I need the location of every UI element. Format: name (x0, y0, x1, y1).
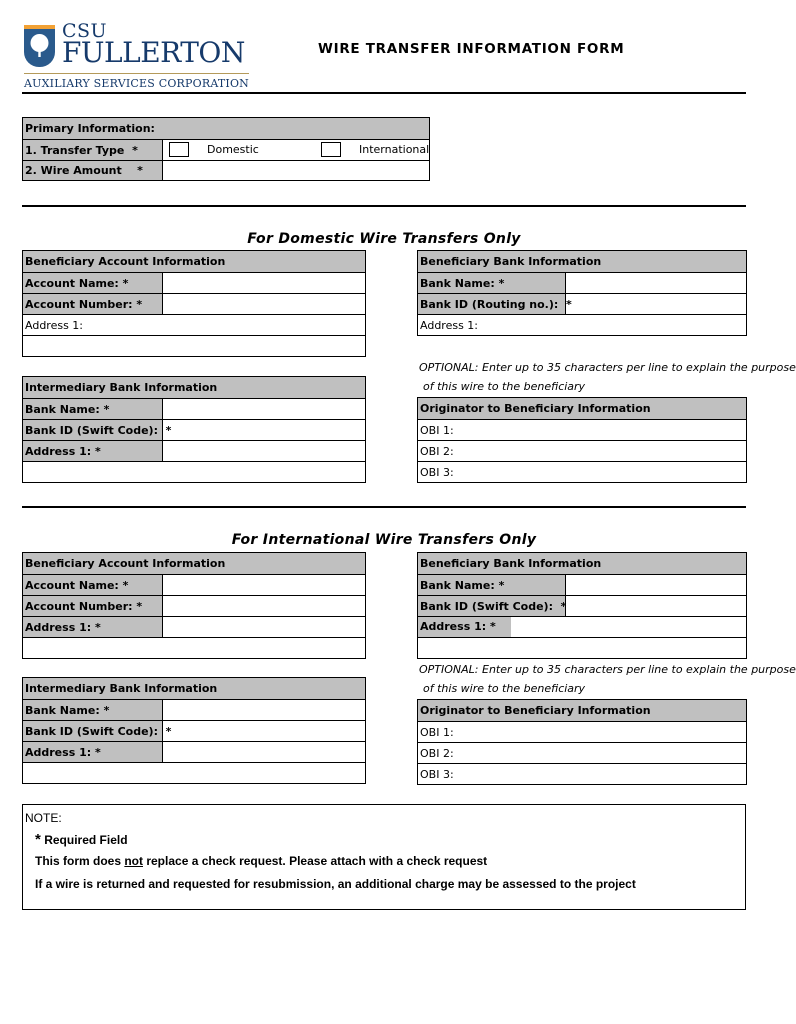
domestic-option-label: Domestic (207, 143, 259, 156)
domestic-optional-note-line1: OPTIONAL: Enter up to 35 characters per line to explain the purpose (419, 361, 796, 374)
note-heading: NOTE: (25, 811, 62, 825)
intl-beneficiary-account-table (22, 552, 366, 659)
domestic-intermediary-bank-table (22, 376, 366, 483)
domestic-bank-name-label: Bank Name: * (418, 273, 566, 294)
wire-amount-field[interactable] (163, 161, 430, 181)
intl-optional-note-line2: of this wire to the beneficiary (423, 682, 586, 695)
domestic-optional-note-line2: of this wire to the beneficiary (423, 380, 586, 393)
intl-intermediary-bank-table (22, 677, 366, 784)
intl-beneficiary-bank-table (417, 552, 747, 659)
intl-account-number-field[interactable] (163, 596, 366, 617)
wire-amount-label: 2. Wire Amount * (23, 161, 163, 181)
domestic-beneficiary-account-table (22, 250, 366, 357)
domestic-obi2-field[interactable]: OBI 2: (418, 441, 747, 462)
domestic-intermediary-address1-label: Address 1: * (23, 441, 163, 462)
intl-account-name-label: Account Name: * (23, 575, 163, 596)
intl-bank-name-label: Bank Name: * (418, 575, 566, 596)
international-section-title: For International Wire Transfers Only (231, 532, 537, 548)
international-option-label: International (359, 143, 430, 156)
domestic-obi3-field[interactable]: OBI 3: (418, 462, 747, 483)
domestic-checkbox[interactable] (169, 142, 189, 157)
domestic-intermediary-address2-field[interactable] (23, 462, 366, 483)
intl-intermediary-heading: Intermediary Bank Information (23, 678, 366, 700)
intl-beneficiary-account-heading: Beneficiary Account Information (23, 553, 366, 575)
intl-beneficiary-address2-field[interactable] (23, 638, 366, 659)
header-divider (22, 92, 746, 94)
domestic-account-number-field[interactable] (163, 294, 366, 315)
intl-intermediary-address1-label: Address 1: * (23, 742, 163, 763)
section-divider-2 (22, 506, 746, 508)
domestic-bank-address1-field[interactable]: Address 1: (418, 315, 747, 336)
intl-obi3-field[interactable]: OBI 3: (418, 764, 747, 785)
domestic-intermediary-bank-name-field[interactable] (163, 399, 366, 420)
intl-intermediary-swift-field[interactable] (163, 721, 366, 742)
transfer-type-label: 1. Transfer Type * (23, 140, 163, 161)
intl-beneficiary-address1-field[interactable] (163, 617, 366, 638)
domestic-intermediary-address1-field[interactable] (163, 441, 366, 462)
domestic-beneficiary-bank-table (417, 250, 747, 336)
domestic-beneficiary-account-heading: Beneficiary Account Information (23, 251, 366, 273)
intl-obi-table (417, 699, 747, 785)
domestic-obi-heading: Originator to Beneficiary Information (418, 398, 747, 420)
domestic-obi-table (417, 397, 747, 483)
intl-intermediary-address1-field[interactable] (163, 742, 366, 763)
domestic-intermediary-bank-name-label: Bank Name: * (23, 399, 163, 420)
domestic-account-number-label: Account Number: * (23, 294, 163, 315)
tree-crest-icon (24, 25, 55, 67)
intl-obi1-field[interactable]: OBI 1: (418, 722, 747, 743)
required-asterisk: * (35, 831, 41, 848)
domestic-section-title: For Domestic Wire Transfers Only (247, 231, 521, 247)
domestic-account-name-label: Account Name: * (23, 273, 163, 294)
logo-subtitle: AUXILIARY SERVICES CORPORATION (24, 77, 249, 90)
intl-swift-code-field[interactable] (566, 596, 747, 617)
primary-information-heading: Primary Information: (23, 118, 430, 140)
intl-obi-heading: Originator to Beneficiary Information (418, 700, 747, 722)
domestic-beneficiary-bank-heading: Beneficiary Bank Information (418, 251, 747, 273)
domestic-bank-name-field[interactable] (566, 273, 747, 294)
domestic-routing-number-field[interactable] (566, 294, 747, 315)
intl-account-number-label: Account Number: * (23, 596, 163, 617)
intl-account-name-field[interactable] (163, 575, 366, 596)
intl-intermediary-bank-name-label: Bank Name: * (23, 700, 163, 721)
intl-intermediary-swift-label: Bank ID (Swift Code): * (23, 721, 163, 742)
domestic-obi1-field[interactable]: OBI 1: (418, 420, 747, 441)
logo-divider (24, 73, 249, 74)
primary-information-table (22, 117, 430, 181)
domestic-intermediary-swift-field[interactable] (163, 420, 366, 441)
note-required-field: * Required Field (35, 831, 128, 848)
intl-intermediary-address2-field[interactable] (23, 763, 366, 784)
intl-obi2-field[interactable]: OBI 2: (418, 743, 747, 764)
intl-swift-code-label: Bank ID (Swift Code): * (418, 596, 566, 617)
note-check-request: This form does not replace a check request. Please attach with a check request (35, 854, 488, 868)
logo-fullerton-text: FULLERTON (62, 36, 245, 69)
csu-fullerton-logo (24, 22, 254, 92)
logo-csu-text: CSU (62, 20, 108, 42)
intl-beneficiary-bank-heading: Beneficiary Bank Information (418, 553, 747, 575)
domestic-intermediary-swift-label: Bank ID (Swift Code): * (23, 420, 163, 441)
domestic-account-name-field[interactable] (163, 273, 366, 294)
transfer-type-options (163, 140, 430, 161)
international-checkbox[interactable] (321, 142, 341, 157)
domestic-beneficiary-address2-field[interactable] (23, 336, 366, 357)
domestic-routing-number-label: Bank ID (Routing no.): * (418, 294, 566, 315)
intl-bank-address2-field[interactable] (418, 638, 747, 659)
note-box (22, 804, 746, 910)
intl-beneficiary-address1-label: Address 1: * (23, 617, 163, 638)
note-resubmission: If a wire is returned and requested for resubmission, an additional charge may be assessed to the project (35, 877, 636, 891)
domestic-beneficiary-address1-field[interactable]: Address 1: (23, 315, 366, 336)
intl-intermediary-bank-name-field[interactable] (163, 700, 366, 721)
domestic-intermediary-heading: Intermediary Bank Information (23, 377, 366, 399)
intl-bank-address1-label: Address 1: * (418, 617, 511, 637)
intl-optional-note-line1: OPTIONAL: Enter up to 35 characters per line to explain the purpose (419, 663, 796, 676)
intl-bank-name-field[interactable] (566, 575, 747, 596)
section-divider-1 (22, 205, 746, 207)
form-title: WIRE TRANSFER INFORMATION FORM (318, 41, 625, 57)
intl-bank-address1-row[interactable] (418, 617, 747, 638)
